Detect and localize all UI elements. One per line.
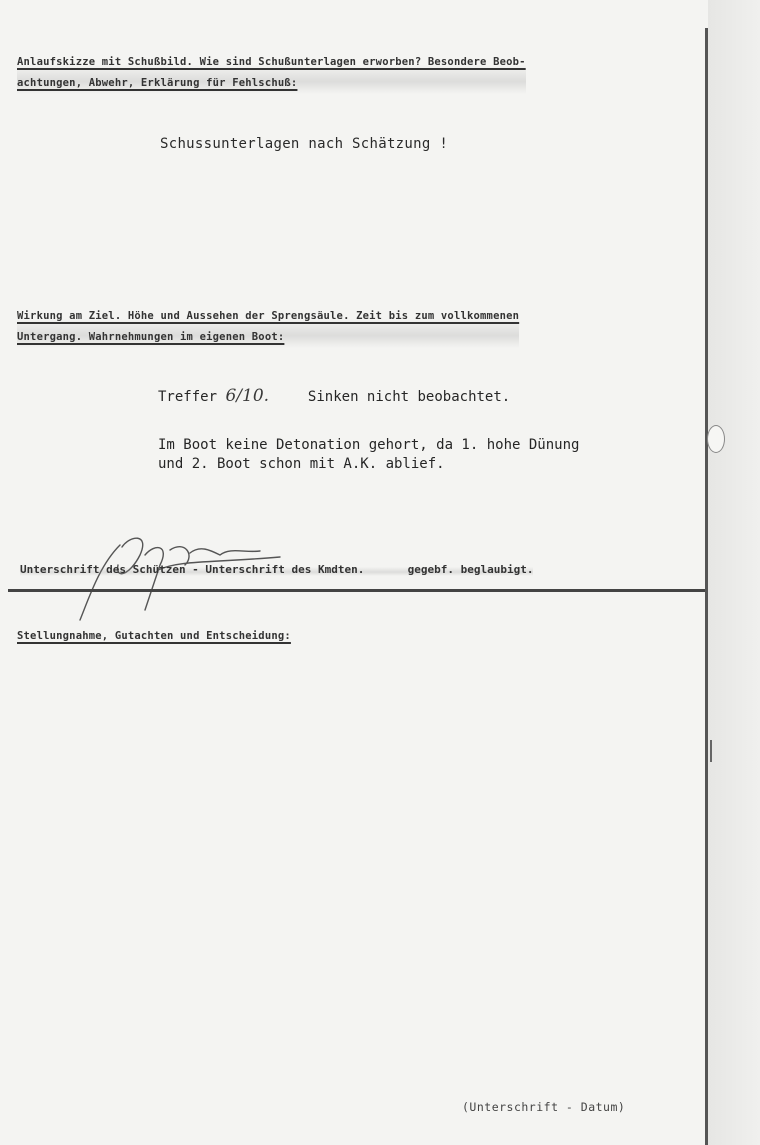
- hit-value: 6/10.: [225, 386, 270, 406]
- section-heading-effect: [17, 306, 519, 348]
- detonation-note: [158, 436, 579, 474]
- detonation-line: Im Boot keine Detonation gehort, da 1. hohe Dünung: [158, 437, 580, 453]
- heading-line: achtungen, Abwehr, Erklärung für Fehlschuß:: [17, 77, 298, 89]
- section-divider: [8, 589, 705, 592]
- edge-mark: [710, 740, 712, 762]
- page-margin: [708, 0, 760, 1145]
- section-heading-assessment: [17, 626, 291, 647]
- heading-line: Wirkung am Ziel. Höhe und Aussehen der Sprengsäule. Zeit bis zum vollkommenen: [17, 310, 520, 322]
- signature-date-note: (Unterschrift - Datum): [462, 1100, 626, 1114]
- heading-line: Anlaufskizze mit Schußbild. Wie sind Schußunterlagen erworben? Besondere Beob-: [17, 56, 526, 68]
- firing-data-entry: Schussunterlagen nach Schätzung !: [160, 136, 449, 152]
- hit-line: [158, 387, 510, 407]
- detonation-line: und 2. Boot schon mit A.K. ablief.: [158, 456, 445, 472]
- certified-label: gegebf. beglaubigt.: [407, 563, 534, 576]
- section-heading-approach: [17, 52, 526, 94]
- signature-label: Unterschrift des Schützen - Unterschrift des Kmdten.: [20, 563, 365, 576]
- punch-hole: [707, 425, 725, 453]
- sinking-note: Sinken nicht beobachtet.: [307, 389, 511, 405]
- heading-line: Stellungnahme, Gutachten und Entscheidung:: [17, 630, 291, 642]
- page-edge-line: [705, 28, 708, 1145]
- heading-line: Untergang. Wahrnehmungen im eigenen Boot:: [17, 331, 285, 343]
- hit-label: Treffer: [158, 389, 218, 405]
- signature-caption: [20, 563, 533, 576]
